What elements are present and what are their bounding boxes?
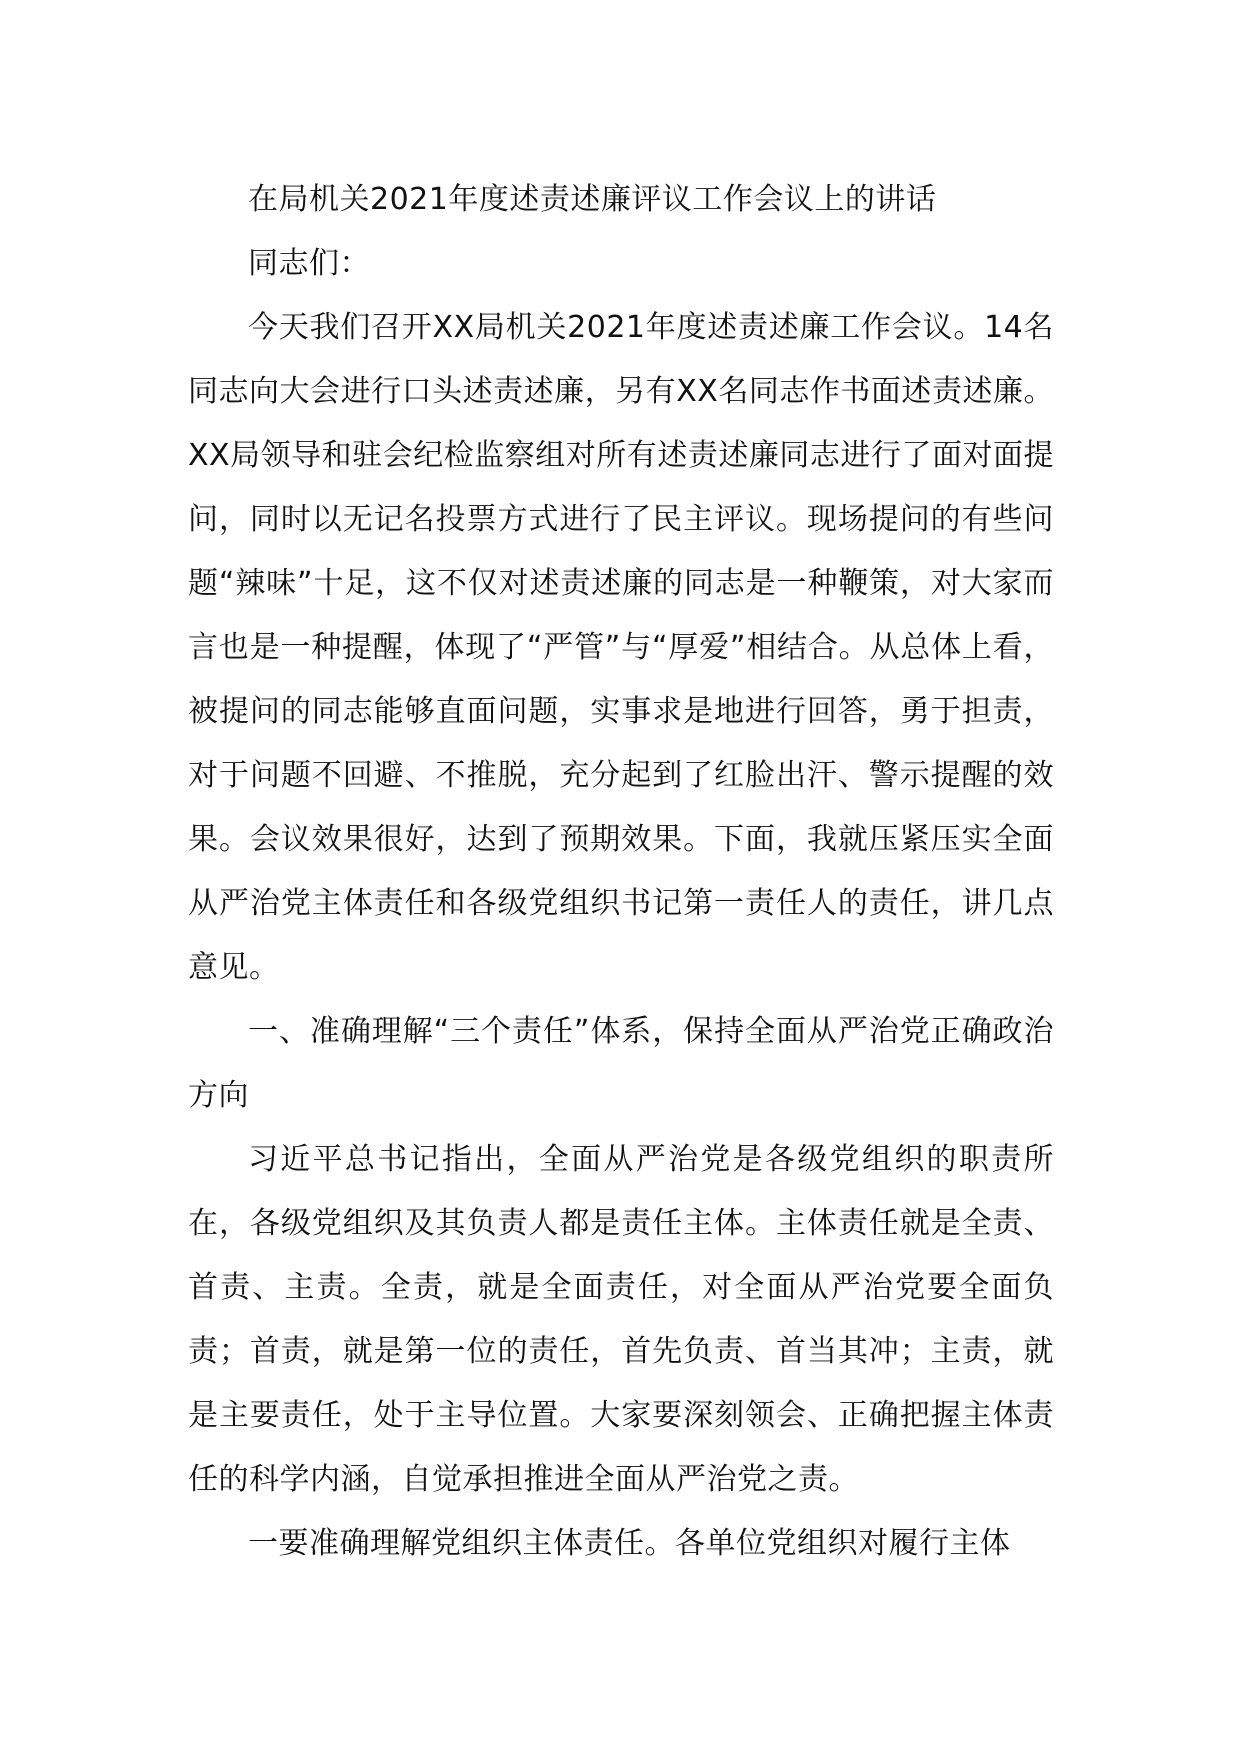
paragraph-point-1: 一要准确理解党组织主体责任。各单位党组织对履行主体	[248, 1526, 1011, 1561]
salutation: 同志们：	[248, 246, 370, 281]
section-heading-1: 一、准确理解“三个责任”体系，保持全面从严治党正确政治方向	[188, 1014, 1054, 1113]
paragraph-intro: 今天我们召开XX局机关2021年度述责述廉工作会议。14名同志向大会进行口头述责述廉，另有XX名同志作书面述责述廉。XX局领导和驻会纪检监察组对所有述责述廉同志进行了面对面提问，同时以无记名投票方式进行了民主评议。现场提问的有些问题“辣味”十足，这不仅对述责述廉的同志是一种鞭策，对大家而言也是一种提醒，体现了“严管”与“厚爱”相结合。从总体上看，被提问的同志能够直面问题，实事求是地进行回答，勇于担责，对于问题不回避、不推脱，充分起到了红脸出汗、警示提醒的效果。会议效果很好，达到了预期效果。下面，我就压紧压实全面从严治党主体责任和各级党组织书记第一责任人的责任，讲几点意见。	[188, 310, 1054, 985]
document-title: 在局机关2021年度述责述廉评议工作会议上的讲话	[248, 182, 937, 217]
document-body	[188, 168, 1054, 1576]
paragraph-section-1: 习近平总书记指出，全面从严治党是各级党组织的职责所在，各级党组织及其负责人都是责任主体。主体责任就是全责、首责、主责。全责，就是全面责任，对全面从严治党要全面负责；首责，就是第一位的责任，首先负责、首当其冲；主责，就是主要责任，处于主导位置。大家要深刻领会、正确把握主体责任的科学内涵，自觉承担推进全面从严治党之责。	[188, 1142, 1054, 1497]
